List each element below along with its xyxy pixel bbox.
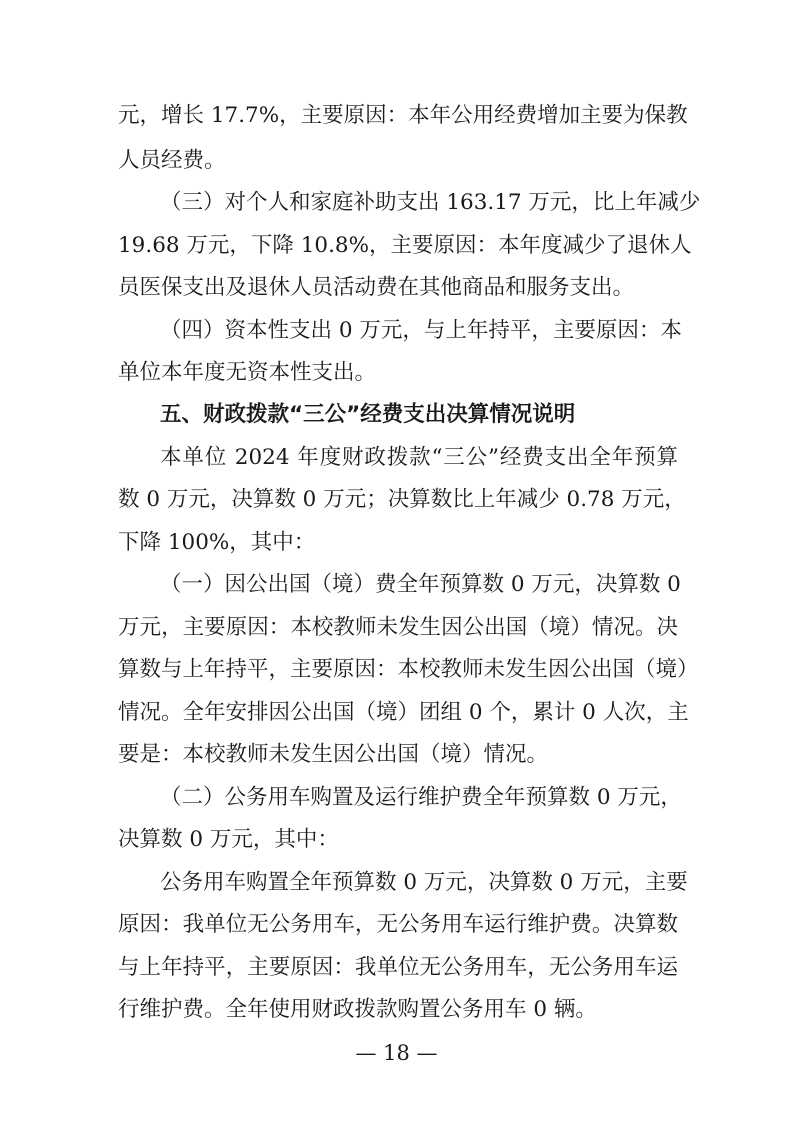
body-line: 数 0 万元，决算数 0 万元；决算数比上年减少 0.78 万元， <box>118 487 686 512</box>
page-number: — 18 — <box>355 1041 438 1065</box>
body-line: 元，增长 17.7%，主要原因：本年公用经费增加主要为保教 <box>118 103 688 128</box>
body-line: 员医保支出及退休人员活动费在其他商品和服务支出。 <box>118 275 635 300</box>
body-line: 与上年持平，主要原因：我单位无公务用车，无公务用车运 <box>118 955 678 980</box>
body-line: 情况。全年安排因公出国（境）团组 0 个，累计 0 人次，主 <box>118 700 689 725</box>
body-line: 原因：我单位无公务用车，无公务用车运行维护费。决算数 <box>118 912 678 937</box>
body-line: 算数与上年持平，主要原因：本校教师未发生因公出国（境） <box>118 657 699 682</box>
body-line: 单位本年度无资本性支出。 <box>118 360 377 385</box>
body-line: 公务用车购置全年预算数 0 万元，决算数 0 万元，主要 <box>160 870 688 895</box>
body-line: （二）公务用车购置及运行维护费全年预算数 0 万元， <box>160 785 682 810</box>
body-line: 决算数 0 万元，其中： <box>118 827 339 852</box>
body-line: 下降 100%，其中： <box>118 530 316 555</box>
body-line: 要是：本校教师未发生因公出国（境）情况。 <box>118 742 549 767</box>
body-line: （四）资本性支出 0 万元，与上年持平，主要原因：本 <box>160 318 682 343</box>
body-line: 19.68 万元，下降 10.8%，主要原因：本年度减少了退休人 <box>118 233 692 258</box>
body-line: 行维护费。全年使用财政拨款购置公务用车 0 辆。 <box>118 997 597 1022</box>
body-line: 本单位 2024 年度财政拨款“三公”经费支出全年预算 <box>160 445 678 470</box>
body-line: 万元，主要原因：本校教师未发生因公出国（境）情况。决 <box>118 615 678 640</box>
section-heading: 五、财政拨款“三公”经费支出决算情况说明 <box>160 402 576 427</box>
body-line: 人员经费。 <box>118 148 226 173</box>
body-line: （一）因公出国（境）费全年预算数 0 万元，决算数 0 <box>160 572 681 597</box>
body-line: （三）对个人和家庭补助支出 163.17 万元，比上年减少 <box>160 190 701 215</box>
